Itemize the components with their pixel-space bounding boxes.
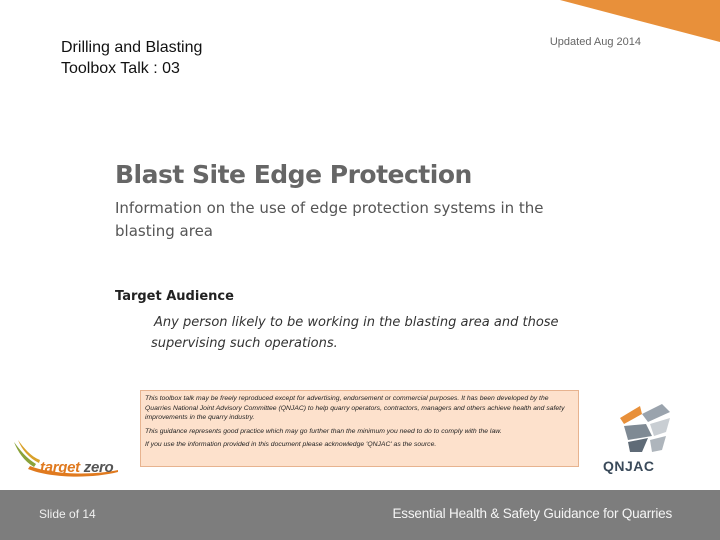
header-title-line2: Toolbox Talk : 03 <box>61 60 180 77</box>
footer-tagline: Essential Health & Safety Guidance for Quarries <box>392 506 672 521</box>
slide-number: Slide of 14 <box>39 507 96 521</box>
disclaimer-notice <box>140 390 579 467</box>
notice-paragraph-3: If you use the information provided in this document please acknowledge 'QNJAC' as the source. <box>145 441 437 448</box>
notice-paragraph-2: This guidance represents good practice which may go further than the minimum you need to do to comply with the law. <box>145 427 502 435</box>
page-subtitle: Information on the use of edge protection systems in the blasting area <box>115 199 544 240</box>
target-zero-logo <box>40 459 113 476</box>
toolbox-talk-header <box>61 37 202 79</box>
page-title: Blast Site Edge Protection <box>115 160 472 189</box>
notice-paragraph-1: This toolbox talk may be freely reproduced except for advertising, endorsement or commercial purposes. It has been developed by the Quarries National Joint Advisory Committee (QNJAC) to help quarry operators, contractors, managers and others achieve health and safety improvements in the quarry industry. <box>145 395 565 421</box>
qnjac-emblem-icon <box>606 402 674 462</box>
updated-date: Updated Aug 2014 <box>549 36 641 48</box>
target-zero-word-zero: zero <box>83 459 114 476</box>
target-zero-word-target: target <box>40 459 80 476</box>
header-title-line1: Drilling and Blasting <box>61 39 203 56</box>
qnjac-logo-text: QNJAC <box>603 458 655 474</box>
target-audience-label: Target Audience <box>115 289 234 304</box>
target-audience-text: Any person likely to be working in the blasting area and those supervising such operations. <box>151 315 559 351</box>
